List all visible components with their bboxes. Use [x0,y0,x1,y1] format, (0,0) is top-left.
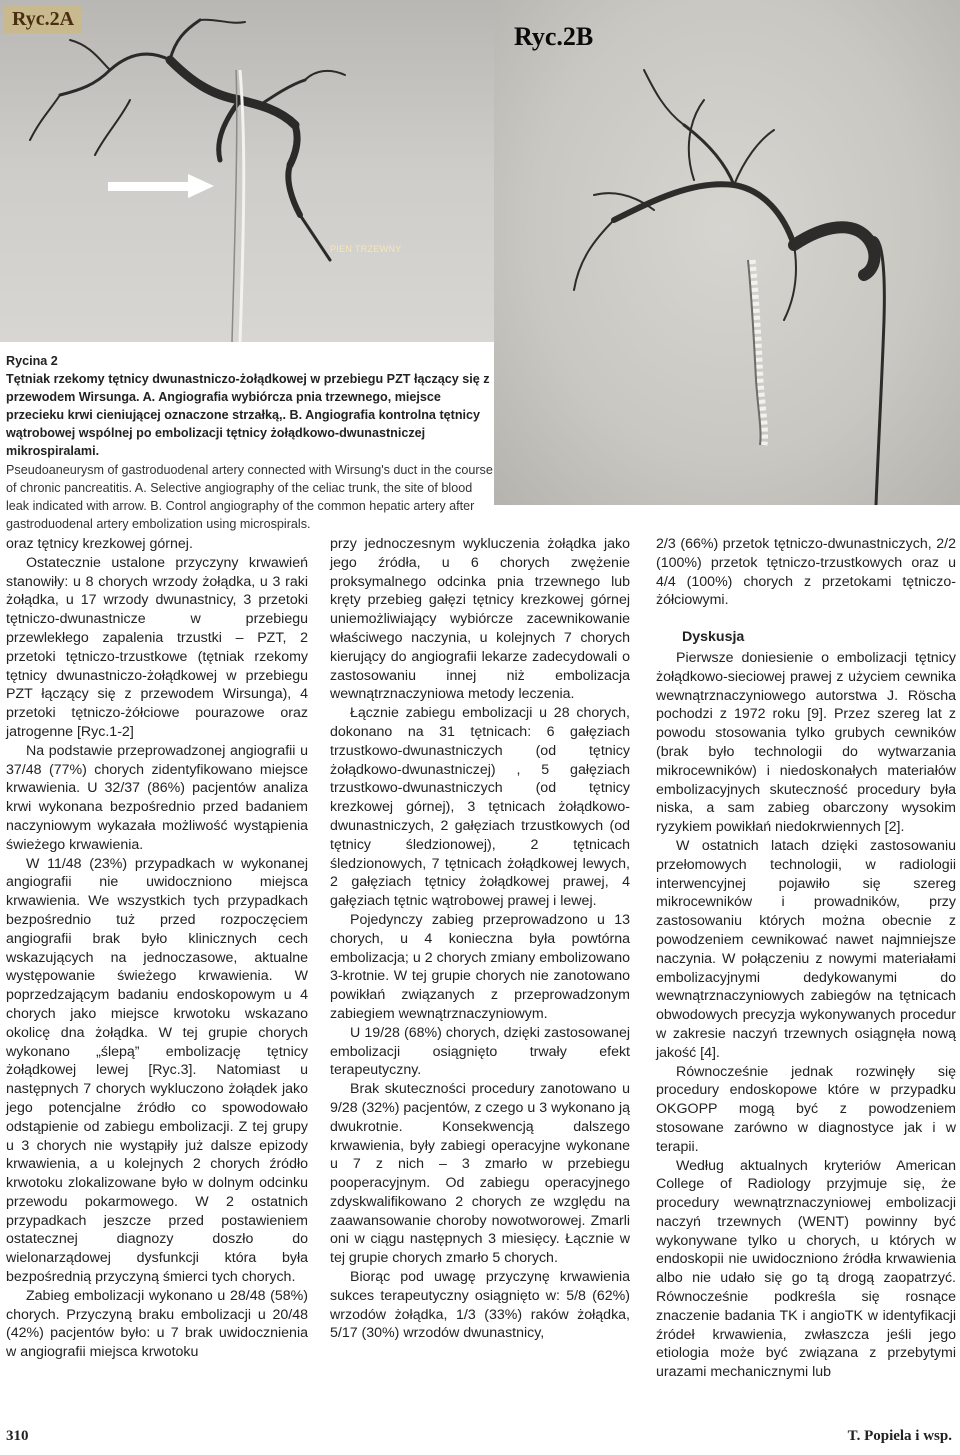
text-column-2 [330,535,630,1343]
paragraph: U 19/28 (68%) chorych, dzięki zastosowanej embolizacji osiągnięto trwały efekt terapeutyczny. [330,1024,630,1079]
paragraph: Brak skuteczności procedury zanotowano u 9/28 (32%) pacjentów, z czego u 3 wykonano ją dwukrotnie. Konsekwencją dalszego krwawienia, były zabiegi operacyjne wykonane u 7 z nich – 3 zmarło w przebiegu pooperacyjnym. Od zabiegu operacyjnego zdyskwalifikowano 2 chorych ze względu na zaawansowanie choroby nowotworowej. Zmarli oni w ciągu następnych 3 miesięcy. Łącznie w tej grupie chorych zmarło 5 chorych. [330,1081,630,1267]
paragraph: Na podstawie przeprowadzonej angiografii u 37/48 (77%) chorych zidentyfikowano miejsce krwawienia. U 32/37 (86%) pacjentów analiza krwi wykonana bezpośrednio przed badaniem naczyniowym wykazała możliwość wystąpienia świeżego krwawienia. [6,742,308,853]
running-footer-authors: T. Popiela i wsp. [847,1428,952,1444]
caption-english-text: Pseudoaneurysm of gastroduodenal artery connected with Wirsung's duct in the course of chronic pancreatitis. A. Selective angiography of the celiac trunk, the site of blood leak indicated with arrow. B. Control angiography of the common hepatic artery after gastroduodenal artery embolization using microspirals. [6,463,493,531]
caption-polish-text: Tętniak rzekomy tętnicy dwunastniczo-żołądkowej w przebiegu PZT łączący się z przewodem Wirsunga. A. Angiografia wybiórcza pnia trzewnego, miejsce przecieku krwi cieniującej oznaczone strzałką,. B. Angiografia kontrolna tętnicy wątrobowej wspólnej po embolizacji tętnicy żołądkowo-dwunastniczej mikrospiralami. [6,372,490,458]
celiac-trunk-annotation: PIEN TRZEWNY [330,244,402,254]
paragraph: 2/3 (66%) przetok tętniczo-dwunastniczych, 2/2 (100%) przetok tętniczo-trzustkowych oraz u 4/4 (100%) chorych z przetokami tętniczo-żółciowymi. [656,536,956,609]
paragraph: Zabieg embolizacji wykonano u 28/48 (58%) chorych. Przyczyną braku embolizacji u 20/48 (42%) pacjentów było: u 7 brak uwidocznienia w angiografii miejsca krwotoku [6,1287,308,1361]
text-column-1 [6,535,308,1362]
paragraph: W 11/48 (23%) przypadkach w wykonanej angiografii nie uwidoczniono miejsca krwawienia. We wszystkich tych przypadkach bezpośrednio tuż przed rozpoczęciem angiografii brak było klinicznych cech wskazujących na jednoczasowe, aktualne występowanie świeżego krwawienia. W poprzedzającym badaniu endoskopowym u 4 chorych jako miejsce krwotoku wskazano okolicę dna żołądka. W tej grupie chorych wykonano „ślepą” embolizację tętnicy żołądkowej lewej [Ryc.3]. Natomiast u następnych 7 chorych wykluczono żołądek jako jego potencjalne źródło co spowodowało odstąpienie od zabiegu embolizacji. Z tej grupy u 3 chorych nie wystąpiły już dalsze epizody krwawienia, a u kolejnych 2 chorych źródło krwotoku zlokalizowane było w dolnym odcinku przewodu pokarmowego. W 2 ostatnich przypadkach jeszcze przed postawieniem ostatecznej diagnozy doszło do wielonarządowej dysfunkcji która była bezpośrednią przyczyną śmierci tych chorych. [6,855,308,1286]
paragraph: Równocześnie jednak rozwinęły się procedury endoskopowe które w przypadku OKGOPP mogą być z powodzeniem stosowane zarówno w diagnostyce jak i w terapii. [656,1063,956,1155]
section-heading-discussion: Dyskusja [682,629,745,646]
paragraph: Pojedynczy zabieg przeprowadzono u 13 chorych, u 4 konieczna była powtórna embolizacja; u 2 chorych zmiany embolizowano 3-krotnie. W tej grupie chorych nie zanotowano powikłań związanych z przeprowadzonym zabiegiem wewnątrznaczyniowym. [330,911,630,1022]
paragraph: Ostatecznie ustalone przyczyny krwawień stanowiły: u 8 chorych wrzody żołądka, u 3 raki żołądka, u 17 wrzody dwunastnicy, 3 przetoki tętniczo-dwunastnicze w przebiegu przewlekłego zapalenia trzustki – PZT, 2 przetoki tętniczo-trzustkowe (tętniak rzekomy tętnicy dwunastniczo-żołądkowej w przebiegu PZT łączący się z przewodem Wirsunga), 4 przetoki tętniczo-żółciowe pourazowe oraz jatrogenne [Ryc.1-2] [6,554,308,740]
figure-2a-vessels [0,0,494,342]
caption-title: Rycina 2 [6,354,58,368]
figure-2b-label: Ryc.2B [514,22,594,51]
paragraph: oraz tętnicy krezkowej górnej. [6,536,193,552]
page-number: 310 [6,1428,29,1444]
paragraph: Według aktualnych kryteriów American College of Radiology przyjmuje się, że procedury wewnątrznaczyniowej embolizacji naczyń trzewnych (WENT) powinny być wykonywane tylko u chorych, u których w endoskopii nie uwidoczniono źródła krwawienia albo nie udało się go tą drogą zaopatrzyć. Równocześnie podkreśla się rosnące znaczenie badania TK i angioTK w identyfikacji źródeł krwawienia, zwłaszcza jeśli jego etiologia może być związana z przebytymi urazami mechanicznymi lub [656,1157,956,1381]
figure-2a-label: Ryc.2A [4,6,82,33]
paragraph: Łącznie zabiegu embolizacji u 28 chorych, dokonano na 31 tętnicach: 6 gałęziach trzustkowo-dwunastniczych (od tętnicy żołądkowo-dwunastniczej) , 5 gałęziach trzustkowo-dwunastniczych (od tętnicy krezkowej górnej), 3 tętnicach żołądkowo-dwunastniczych, 2 gałęziach trzustkowych (od tętnicy śledzionowej), 2 tętnicach śledzionowych, 7 tętnicach żołądkowej lewych, 2 gałęziach tętnicy żołądkowej prawej, 4 gałęziach tętnic wątrobowej prawej i lewej. [330,705,630,910]
figure-2b-angiogram [494,0,960,505]
text-column-3 [656,535,956,1382]
figure-2a-angiogram [0,0,494,342]
paragraph: przy jednoczesnym wykluczenia żołądka jako jego źródła, u 6 chorych zwężenie proksymalnego odcinka pnia trzewnego lub kręty przebieg gałęzi tętnicy krezkowej górnej uniemożliwiający wybiórcze zacewnikowanie właściwego naczynia, u kolejnych 7 chorych kierujący do angiografii lekarze zadecydowali o zastosowaniu innej niż embolizacja wewnątrznaczyniowa metody leczenia. [330,536,630,703]
figure-2b-vessels [494,0,960,505]
figure-caption [6,352,494,533]
paragraph: Biorąc pod uwagę przyczynę krwawienia sukces terapeutyczny osiągnięto w: 5/8 (62%) wrzodów żołądka, 1/3 (33%) raków żołądka, 5/17 (30%) wrzodów dwunastnicy, [330,1269,630,1342]
paragraph: W ostatnich latach dzięki zastosowaniu przełomowych technologii, w radiologii interwencyjnej pojawiło się szereg mikrocewników i prowadników, przy zastosowaniu których można obecnie z powodzeniem cewnikować nawet najmniejsze naczynia. W połączeniu z nowymi materiałami embolizacyjnymi dedykowanymi do wewnątrznaczyniowych zabiegów na tętnicach obwodowych precyzja wykonywanych procedur w zakresie naczyń trzewnych osiągnęła nową jakość [4]. [656,837,956,1061]
paragraph: Pierwsze doniesienie o embolizacji tętnicy żołądkowo-sieciowej prawej z użyciem cewnika wewnątrznaczyniowego autorstwa J. Röscha pochodzi z 1972 roku [9]. Przez szereg lat z powodu stosowania tylko grubych cewników (brak było technologii do wytwarzania mikrocewników) i niedoskonałych materiałów embolizacyjnych skuteczność procedury była niska, a sam zabieg obarczony wysokim ryzykiem powikłań niedokrwiennych [2]. [656,649,956,836]
